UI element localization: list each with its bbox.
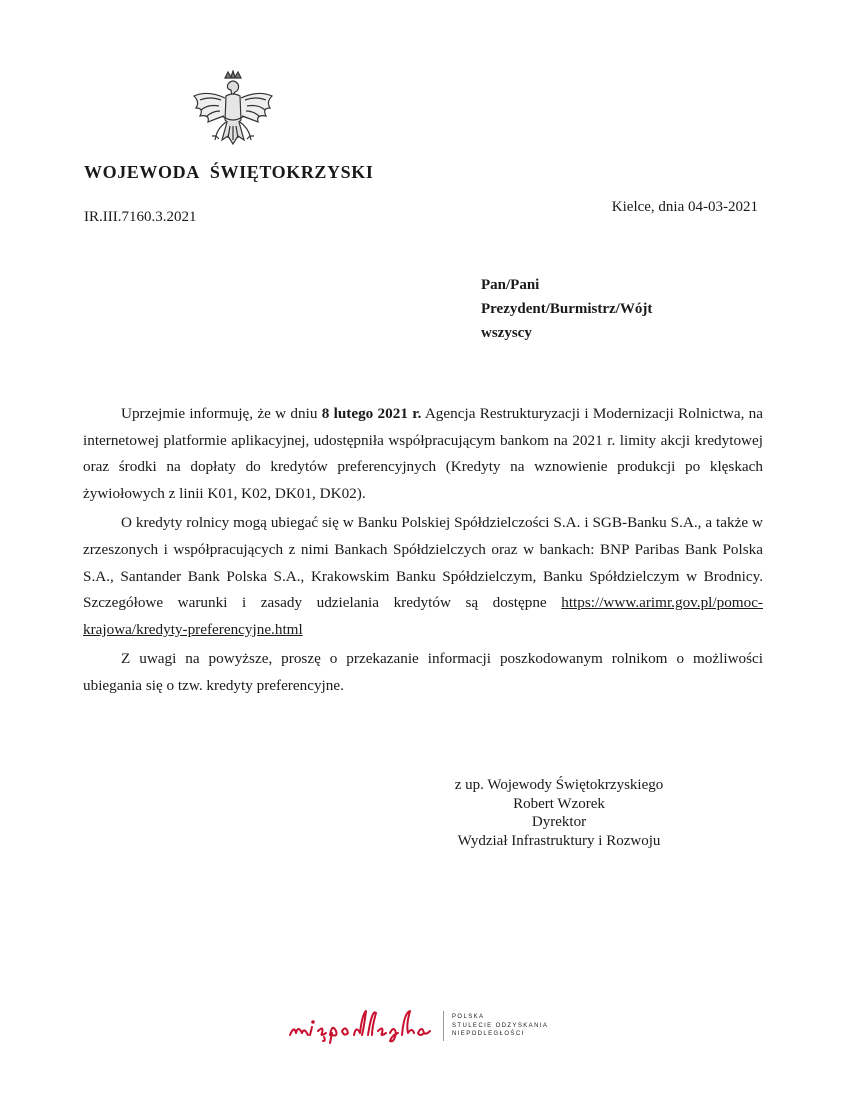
paragraph-text: O kredyty rolnicy mogą ubiegać się w Banku Polskiej Spółdzielczości S.A. i SGB-Banku S.A., a także w zrzeszonych i współpracujących z nimi Bankach Spółdzielczych oraz w bankach: BNP Paribas Bank Polska S.A., Santander Bank Polska S.A., Krakowskim Banku Spółdzielczym, Banku Spółdzielczym w Brodnicy. Szczegółowe warunki i zasady udzielania kredytów są dostępne xyxy=(83,514,763,612)
addressee-line: Prezydent/Burmistrz/Wójt xyxy=(481,301,653,317)
footer-line: STULECIE ODZYSKANIA xyxy=(452,1022,549,1029)
addressee-line: Pan/Pani xyxy=(481,277,540,293)
signature-title: Dyrektor xyxy=(531,814,587,831)
footer-line: NIEPODLEGŁOŚCI xyxy=(452,1031,525,1037)
signature-block xyxy=(396,776,722,850)
niepodlegla-logo xyxy=(286,1005,566,1045)
paragraph-3 xyxy=(83,646,763,699)
footer-text xyxy=(452,1013,548,1039)
place-date: Kielce, dnia 04-03-2021 xyxy=(611,199,758,215)
paragraph-text: Agencja Restrukturyzacji i Modernizacji Rolnictwa, na internetowej platformie aplikacyjnej, udostępniła współpracującym bankom na 2021 r. limity akcji kredytowej oraz środki na dopłaty do kredytów preferencyjnych (Kredyty na wznowienie produkcji po klęskach żywiołowych z linii K01, K02, DK01, DK02). xyxy=(83,405,764,502)
letter-body xyxy=(83,401,763,700)
footer-line: POLSKA xyxy=(452,1014,485,1020)
office-name-heading: WOJEWODA ŚWIĘTOKRZYSKI xyxy=(84,162,374,182)
paragraph-text: Uprzejmie informuję, że w dniu xyxy=(121,405,322,422)
footer-divider xyxy=(443,1011,444,1041)
signature-line: z up. Wojewody Świętokrzyskiego xyxy=(454,777,664,793)
reference-number: IR.III.7160.3.2021 xyxy=(84,209,197,225)
paragraph-2 xyxy=(83,510,763,643)
arimr-link[interactable]: https://www.arimr.gov.pl/pomoc-krajowa/kredyty-preferencyjne.html xyxy=(83,594,763,638)
paragraph-1 xyxy=(83,401,763,507)
highlighted-date: 8 lutego 2021 r. xyxy=(321,405,422,422)
paragraph-text: Z uwagi na powyższe, proszę o przekazanie informacji poszkodowanym rolnikom o możliwości ubiegania się o tzw. kredyty preferencyjne. xyxy=(83,650,763,694)
signature-department: Wydział Infrastruktury i Rozwoju xyxy=(457,832,661,849)
signature-name: Robert Wzorek xyxy=(513,795,605,812)
niepodlegla-script-logo xyxy=(286,1005,436,1045)
addressee-line: wszyscy xyxy=(481,325,532,341)
addressee-block xyxy=(481,273,652,345)
white-eagle-emblem-icon xyxy=(188,70,278,160)
